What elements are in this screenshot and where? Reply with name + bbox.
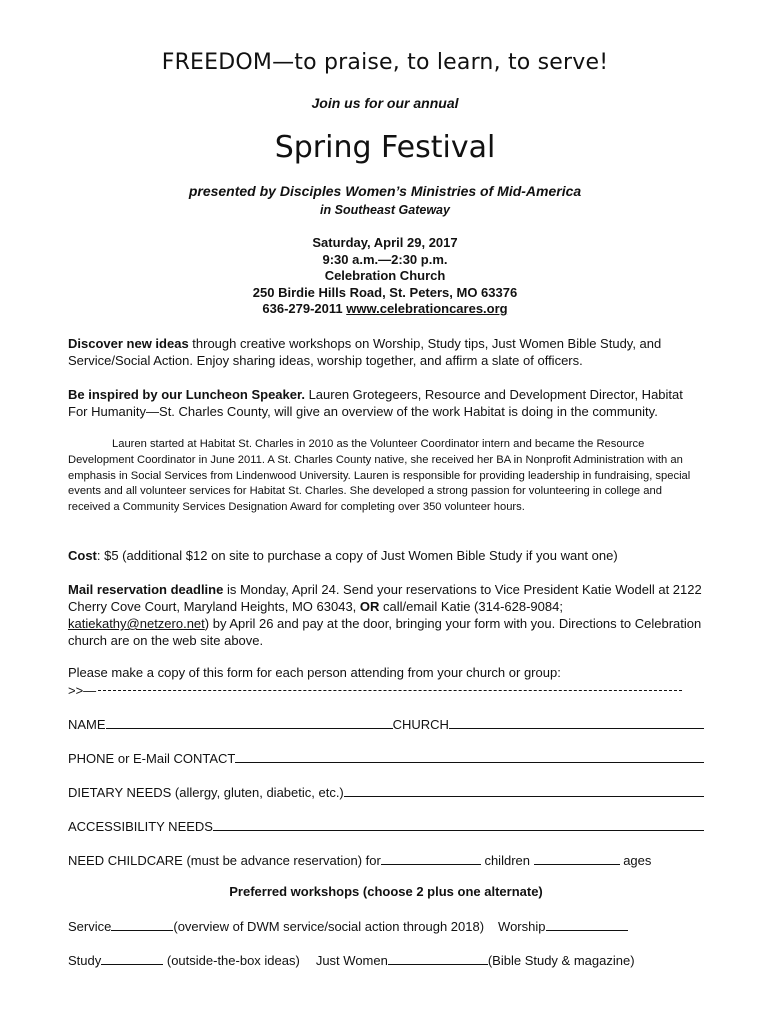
phone-field[interactable]	[235, 750, 704, 763]
dietary-label: DIETARY NEEDS (allergy, gluten, diabetic, etc.)	[68, 785, 344, 800]
discover-paragraph	[68, 335, 704, 369]
speaker-lead: Be inspired by our Luncheon Speaker.	[68, 387, 305, 402]
accessibility-field[interactable]	[213, 818, 704, 831]
event-time: 9:30 a.m.—2:30 p.m.	[322, 251, 448, 267]
accessibility-label: ACCESSIBILITY NEEDS	[68, 819, 213, 834]
event-venue: Celebration Church	[324, 268, 446, 283]
mail-text-3: ) by April 26 and pay at the door, bringing your form with you. Directions to Celebration church are on the web site above.	[68, 616, 702, 648]
event-phone: 636-279-2011	[262, 301, 343, 316]
phone-row	[68, 750, 704, 766]
mail-text-2: call/email Katie (314-628-9084;	[379, 599, 563, 614]
cut-prefix: >>—	[68, 683, 97, 698]
justwomen-label: Just Women	[315, 953, 388, 968]
website-link[interactable]: www.celebrationcares.org	[346, 301, 508, 316]
cut-dash	[98, 690, 682, 691]
name-label: NAME	[68, 717, 106, 732]
mail-lead: Mail reservation deadline	[68, 582, 224, 597]
service-note: (overview of DWM service/social action through 2018)	[173, 919, 485, 934]
study-field[interactable]	[101, 952, 163, 965]
motto-heading: FREEDOM—to praise, to learn, to serve!	[161, 50, 609, 75]
event-details	[0, 235, 770, 318]
childcare-label: NEED CHILDCARE (must be advance reservation) for	[68, 853, 381, 868]
speaker-paragraph	[68, 386, 704, 420]
childcare-ages-field[interactable]	[534, 852, 620, 865]
dietary-row	[68, 784, 704, 800]
service-label: Service	[68, 919, 112, 934]
workshops-row-1	[68, 918, 704, 934]
childcare-ages-label: ages	[619, 853, 652, 868]
discover-text: through creative workshops on Worship, Study tips, Just Women Bible Study, and Service/Social Action. Enjoy sharing ideas, worship together, and affirm a slate of officers.	[68, 336, 662, 368]
childcare-row	[68, 852, 704, 868]
join-line: Join us for our annual	[311, 95, 459, 111]
event-date: Saturday, April 29, 2017	[312, 235, 458, 250]
discover-lead: Discover new ideas	[68, 336, 189, 351]
phone-label: PHONE or E-Mail CONTACT	[68, 751, 236, 766]
form-intro: Please make a copy of this form for each person attending from your church or group:	[68, 665, 561, 680]
speaker-bio	[68, 437, 704, 516]
church-field[interactable]	[449, 716, 704, 729]
accessibility-row	[68, 818, 704, 834]
presented-by: presented by Disciples Women’s Ministries of Mid-America	[188, 183, 582, 199]
church-label: CHURCH	[392, 717, 449, 732]
study-note: (outside-the-box ideas)	[163, 953, 300, 968]
service-field[interactable]	[111, 918, 173, 931]
worship-label: Worship	[498, 919, 546, 934]
justwomen-note: (Bible Study & magazine)	[487, 953, 635, 968]
cut-line	[68, 683, 686, 698]
mail-paragraph	[68, 581, 704, 649]
mail-or: OR	[359, 599, 380, 614]
name-church-row	[68, 716, 704, 732]
workshops-row-2	[68, 952, 704, 968]
speaker-bio-text: Lauren started at Habitat St. Charles in 2010 as the Volunteer Coordinator intern and became the Resource Development Coordinator in June 2011. A St. Charles County native, she received her BA in Nonprofit Administration with an emphasis in Social Services from Lindenwood University. Lauren is responsible for providing leadership in fundraising, special events and all volunteer services for Habitat St. Charles. She developed a strong passion for volunteering in college and received a Community Services Designation Award for completing over 350 volunteer hours.	[68, 438, 691, 514]
cost-paragraph	[68, 547, 704, 564]
name-field[interactable]	[106, 716, 393, 729]
childcare-children-label: children	[480, 853, 534, 868]
dietary-field[interactable]	[344, 784, 704, 797]
childcare-children-field[interactable]	[381, 852, 481, 865]
email-link[interactable]: katiekathy@netzero.net	[68, 616, 205, 631]
mail-text-1: is Monday, April 24. Send your reservations to Vice President Katie Wodell at 2122 Cherry Cove Court, Maryland Heights, MO 63043,	[68, 582, 702, 614]
festival-title: Spring Festival	[274, 130, 496, 165]
cost-lead: Cost	[68, 548, 97, 563]
justwomen-field[interactable]	[388, 952, 488, 965]
worship-field[interactable]	[546, 918, 628, 931]
speaker-text: Lauren Grotegeers, Resource and Development Director, Habitat For Humanity—St. Charles County, will give an overview of the work Habitat is doing in the community.	[68, 387, 683, 419]
cost-text: : $5 (additional $12 on site to purchase a copy of Just Women Bible Study if you want one)	[96, 548, 618, 563]
event-address: 250 Birdie Hills Road, St. Peters, MO 63376	[252, 284, 518, 300]
event-contact	[0, 301, 770, 318]
region-line: in Southeast Gateway	[320, 203, 450, 217]
workshops-heading: Preferred workshops (choose 2 plus one alternate)	[229, 884, 543, 899]
study-label: Study	[68, 953, 102, 968]
